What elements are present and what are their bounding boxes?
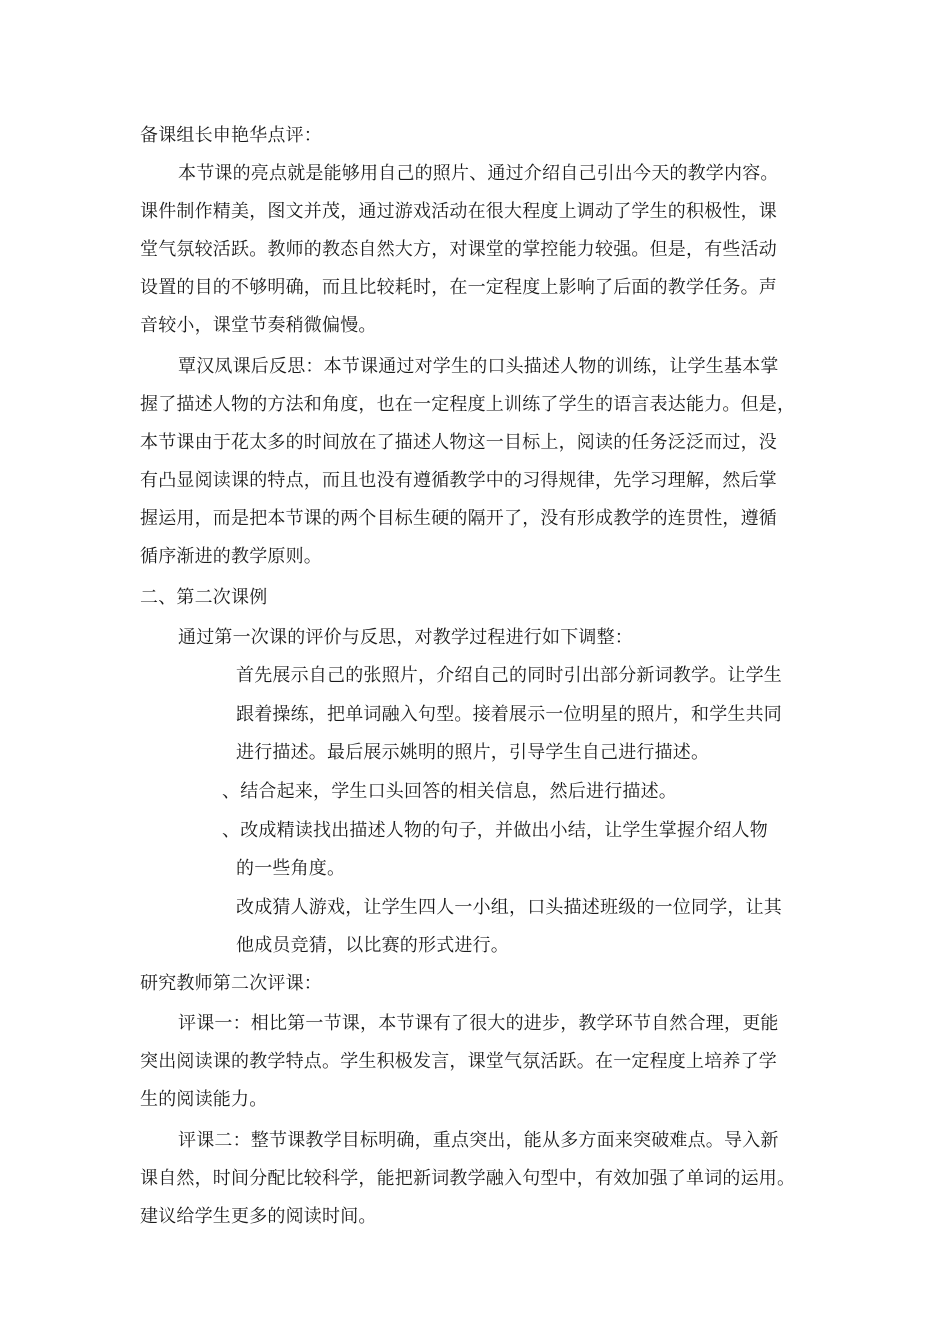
paragraph-line: 本节课的亮点就是能够用自己的照片、通过介绍自己引出今天的教学内容。: [178, 163, 779, 184]
paragraph-line: 评课二：整节课教学目标明确，重点突出，能从多方面来突破难点。导入新: [178, 1130, 779, 1151]
list-item-line: 改成猜人游戏，让学生四人一小组，口头描述班级的一位同学，让其: [236, 897, 782, 918]
section-heading: 研究教师第二次评课：: [140, 973, 322, 994]
paragraph-line: 握运用，而是把本节课的两个目标生硬的隔开了，没有形成教学的连贯性，遵循: [140, 508, 777, 529]
paragraph-line: 课件制作精美，图文并茂，通过游戏活动在很大程度上调动了学生的积极性，课: [140, 201, 777, 222]
list-item-line: 进行描述。最后展示姚明的照片，引导学生自己进行描述。: [236, 742, 710, 763]
paragraph-line: 生的阅读能力。: [140, 1089, 268, 1110]
paragraph-line: 循序渐进的教学原则。: [140, 546, 322, 567]
paragraph-line: 音较小，课堂节奏稍微偏慢。: [140, 315, 377, 336]
list-item-line: 、改成精读找出描述人物的句子，并做出小结，让学生掌握介绍人物: [222, 820, 768, 841]
paragraph-line: 堂气氛较活跃。教师的教态自然大方，对课堂的掌控能力较强。但是，有些活动: [140, 239, 777, 260]
list-item-line: 的一些角度。: [236, 858, 346, 879]
list-item-line: 、结合起来，学生口头回答的相关信息，然后进行描述。: [222, 781, 677, 802]
paragraph-line: 突出阅读课的教学特点。学生积极发言，课堂气氛活跃。在一定程度上培养了学: [140, 1051, 777, 1072]
list-item-line: 首先展示自己的张照片，介绍自己的同时引出部分新词教学。让学生: [236, 665, 782, 686]
paragraph-line: 评课一：相比第一节课，本节课有了很大的进步，教学环节自然合理，更能: [178, 1013, 779, 1034]
paragraph-line: 本节课由于花太多的时间放在了描述人物这一目标上，阅读的任务泛泛而过，没: [140, 432, 777, 453]
paragraph-line: 有凸显阅读课的特点，而且也没有遵循教学中的习得规律，先学习理解，然后掌: [140, 470, 777, 491]
paragraph-line: 通过第一次课的评价与反思，对教学过程进行如下调整：: [178, 627, 633, 648]
list-item-line: 跟着操练，把单词融入句型。接着展示一位明星的照片，和学生共同: [236, 704, 782, 725]
paragraph-line: 课自然，时间分配比较科学，能把新词教学融入句型中，有效加强了单词的运用。: [140, 1168, 796, 1189]
paragraph-line: 设置的目的不够明确，而且比较耗时，在一定程度上影响了后面的教学任务。声: [140, 277, 777, 298]
list-item-line: 他成员竞猜，以比赛的形式进行。: [236, 935, 509, 956]
paragraph-line: 建议给学生更多的阅读时间。: [140, 1206, 377, 1227]
paragraph-line: 握了描述人物的方法和角度，也在一定程度上训练了学生的语言表达能力。但是，: [140, 394, 796, 415]
paragraph-line: 覃汉凤课后反思：本节课通过对学生的口头描述人物的训练，让学生基本掌: [178, 356, 779, 377]
section-heading: 备课组长申艳华点评：: [140, 125, 322, 146]
section-heading: 二、第二次课例: [140, 587, 268, 608]
